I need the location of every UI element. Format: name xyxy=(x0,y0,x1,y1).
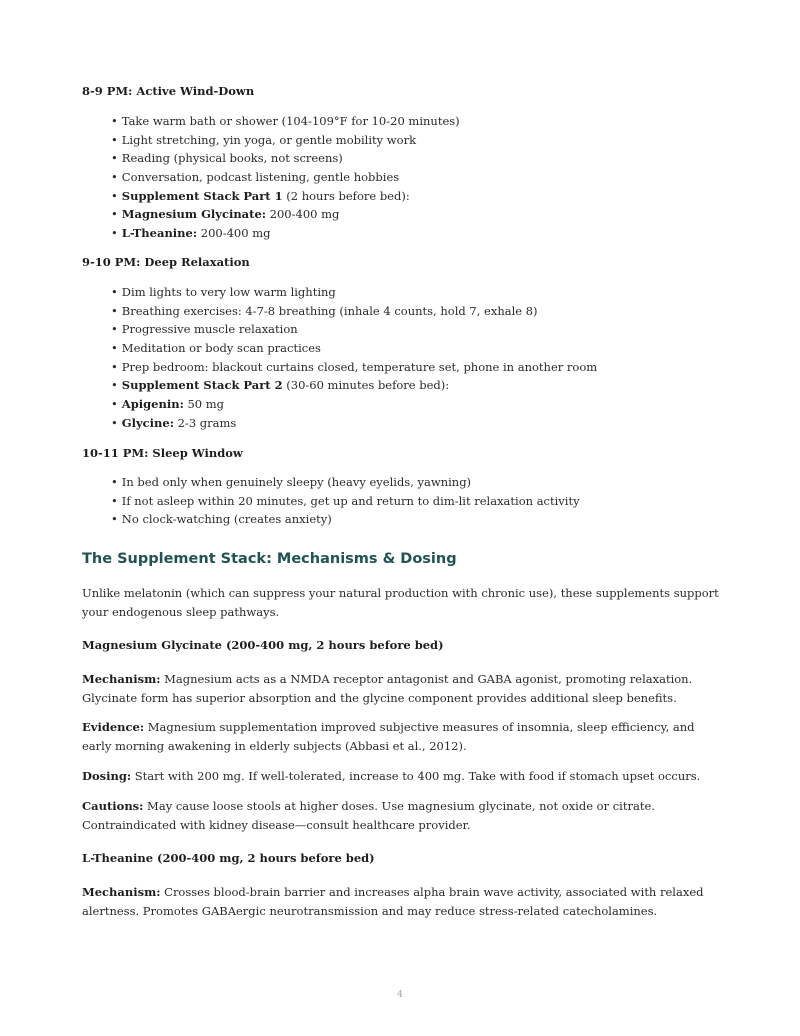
list-item: • Supplement Stack Part 1 (2 hours before bed): xyxy=(111,188,410,203)
list-item: • Apigenin: 50 mg xyxy=(111,397,225,412)
list-item: • Glycine: 2-3 grams xyxy=(111,415,237,430)
cautions-label: Cautions: xyxy=(82,799,144,813)
magnesium-cautions xyxy=(82,797,722,834)
magnesium-mechanism xyxy=(82,670,722,707)
mechanism-text: Crosses blood-brain barrier and increases alpha brain wave activity, associated with relaxed alertness. Promotes GABAergic neurotransmission and may reduce stress-related catecholamines. xyxy=(82,885,704,918)
deep-relaxation-list xyxy=(111,283,597,433)
wind-down-list xyxy=(111,112,460,243)
schedule-heading-sleep-window: 10-11 PM: Sleep Window xyxy=(82,446,243,460)
dosing-text: Start with 200 mg. If well-tolerated, increase to 400 mg. Take with food if stomach upset occurs. xyxy=(131,769,701,783)
magnesium-evidence xyxy=(82,718,722,755)
schedule-heading-wind-down: 8-9 PM: Active Wind-Down xyxy=(82,84,255,98)
dosing-label: Dosing: xyxy=(82,769,132,783)
list-item: • Meditation or body scan practices xyxy=(111,341,321,356)
evidence-label: Evidence: xyxy=(82,720,145,734)
list-item: • Breathing exercises: 4-7-8 breathing (inhale 4 counts, hold 7, exhale 8) xyxy=(111,303,538,318)
list-item: • Prep bedroom: blackout curtains closed, temperature set, phone in another room xyxy=(111,359,598,374)
list-item: • Light stretching, yin yoga, or gentle mobility work xyxy=(111,132,417,147)
list-item: • Supplement Stack Part 2 (30-60 minutes before bed): xyxy=(111,378,450,393)
mechanism-label: Mechanism: xyxy=(82,885,161,899)
sleep-window-list xyxy=(111,473,580,529)
mechanism-label: Mechanism: xyxy=(82,672,161,686)
evidence-text: Magnesium supplementation improved subjective measures of insomnia, sleep efficiency, and early morning awakening in elderly subjects (Abbasi et al., 2012). xyxy=(82,720,695,753)
schedule-heading-deep-relaxation: 9-10 PM: Deep Relaxation xyxy=(82,255,250,269)
list-item: • Dim lights to very low warm lighting xyxy=(111,285,336,299)
page-number: 4 xyxy=(397,990,403,1000)
list-item: • If not asleep within 20 minutes, get up and return to dim-lit relaxation activity xyxy=(111,493,580,508)
theanine-mechanism xyxy=(82,883,722,920)
list-item: • In bed only when genuinely sleepy (heavy eyelids, yawning) xyxy=(111,475,472,489)
mechanism-text: Magnesium acts as a NMDA receptor antagonist and GABA agonist, promoting relaxation. Glycinate form has superior absorption and the glycine component provides additional sleep benefits. xyxy=(82,672,693,705)
list-item: • Conversation, podcast listening, gentle hobbies xyxy=(111,170,400,185)
list-item: • Reading (physical books, not screens) xyxy=(111,151,343,166)
theanine-heading: L-Theanine (200-400 mg, 2 hours before bed) xyxy=(82,851,375,865)
list-item: • Magnesium Glycinate: 200-400 mg xyxy=(111,207,340,222)
list-item: • L-Theanine: 200-400 mg xyxy=(111,226,271,241)
magnesium-dosing xyxy=(82,767,722,786)
magnesium-heading: Magnesium Glycinate (200-400 mg, 2 hours before bed) xyxy=(82,638,444,652)
section-intro: Unlike melatonin (which can suppress your natural production with chronic use), these supplements support your endogenous sleep pathways. xyxy=(82,586,719,619)
section-title: The Supplement Stack: Mechanisms & Dosing xyxy=(82,551,457,567)
cautions-text: May cause loose stools at higher doses. Use magnesium glycinate, not oxide or citrate. Contraindicated with kidney disease—consult healthcare provider. xyxy=(82,799,655,832)
list-item: • No clock-watching (creates anxiety) xyxy=(111,512,332,527)
list-item: • Progressive muscle relaxation xyxy=(111,322,298,337)
list-item: • Take warm bath or shower (104-109°F for 10-20 minutes) xyxy=(111,114,460,128)
